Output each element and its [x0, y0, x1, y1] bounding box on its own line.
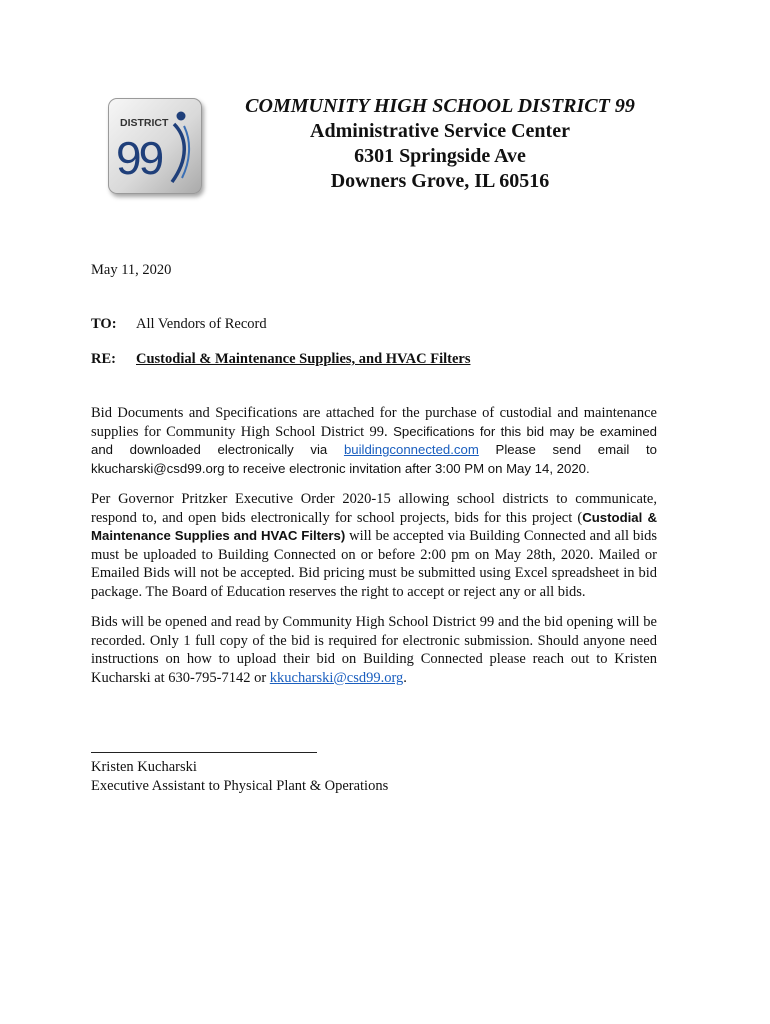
signature-line	[91, 752, 317, 753]
paragraph-executive-order	[91, 490, 657, 602]
email-link[interactable]: kkucharski@csd99.org	[269, 669, 404, 686]
para2-text-b: will be accepted via Building Connected and all bids must be uploaded to Building Connected on or before 2:00 pm on May 28th, 2020. Mailed or Emailed Bids will not be accepted. Bid pricing must be submitted using Excel spreadsheet in bid package. The Board of Education reserves the right to accept or reject any or all bids.	[91, 528, 657, 600]
para1-line3-start: and downloaded electronically via	[91, 442, 344, 458]
para1-line2	[91, 423, 657, 442]
logo-figure-arc	[172, 124, 184, 182]
org-name: COMMUNITY HIGH SCHOOL DISTRICT 99	[245, 95, 635, 117]
letterhead	[200, 94, 680, 194]
para1-line3-end: Please send email to	[478, 442, 657, 458]
paragraph-bid-documents	[91, 404, 657, 478]
signer-title: Executive Assistant to Physical Plant & Operations	[91, 777, 389, 794]
paragraph-bid-opening	[91, 613, 657, 687]
para3-end: .	[403, 669, 407, 686]
logo-figure-head	[177, 112, 186, 121]
signer-name: Kristen Kucharski	[91, 759, 197, 775]
re-value: Custodial & Maintenance Supplies, and HVAC Filters	[136, 351, 471, 367]
para1-line1: Bid Documents and Specifications are attached for the purchase of custodial and maintenance	[91, 405, 657, 421]
to-label: TO:	[91, 316, 117, 332]
district-99-logo-graphic	[108, 98, 202, 194]
para2-project-name: Custodial & Maintenance Supplies and HVAC Filters)	[91, 509, 657, 544]
signature-block	[91, 758, 388, 795]
letter-date: May 11, 2020	[91, 262, 172, 278]
para1-line2-sans: Specifications for this bid may be examined	[387, 423, 657, 439]
service-center: Administrative Service Center	[310, 120, 570, 142]
para2-text-a: Per Governor Pritzker Executive Order 2020-15 allowing school districts to communicate, respond to, and open bids electronically for school projects, bids for this project (	[91, 491, 657, 526]
re-label: RE:	[91, 351, 116, 367]
buildingconnected-link[interactable]: buildingconnected.com	[343, 442, 479, 458]
street-address: 6301 Springside Ave	[354, 145, 526, 167]
district-logo	[108, 98, 202, 194]
para1-line4: kkucharski@csd99.org to receive electronic invitation after 3:00 PM on May 14, 2020.	[91, 460, 590, 476]
para3-text: Bids will be opened and read by Community High School District 99 and the bid opening will be recorded. Only 1 full copy of the bid is required for electronic submission. Should anyone need instructions on how to upload their bid on Building Connected please reach out to Kristen Kucharski at 630-795-7142 or	[91, 614, 657, 686]
para1-line2-serif: supplies for Community High School District 99.	[91, 423, 388, 440]
para1-line3	[91, 441, 657, 460]
logo-number-text: 99	[116, 132, 162, 184]
logo-district-text: DISTRICT	[120, 117, 169, 129]
to-value: All Vendors of Record	[136, 316, 267, 332]
city-address: Downers Grove, IL 60516	[330, 170, 550, 192]
